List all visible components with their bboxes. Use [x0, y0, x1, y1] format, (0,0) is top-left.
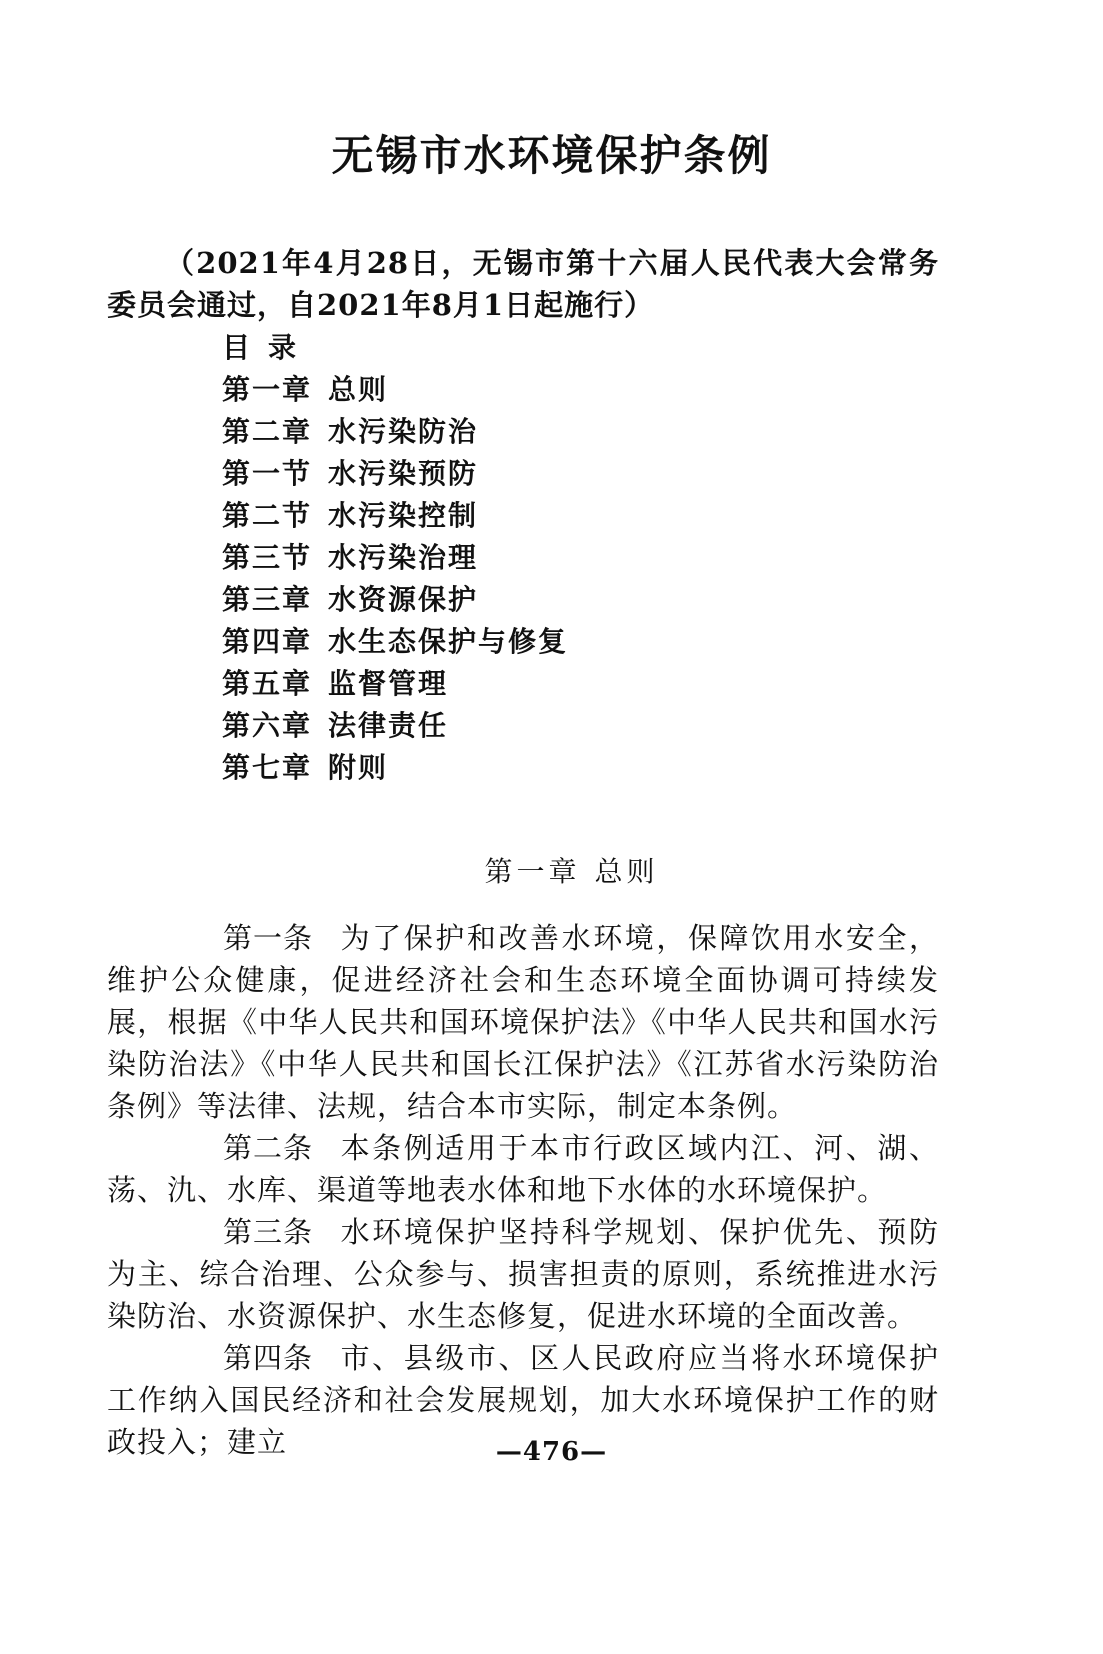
toc-item-label: 水生态保护与修复	[328, 625, 569, 658]
toc-item-label: 附则	[328, 751, 389, 784]
toc-item-number: 第一节	[222, 457, 313, 490]
toc-item-number: 第四章	[222, 625, 313, 658]
article	[107, 917, 939, 1127]
chapter-heading	[0, 851, 1103, 893]
toc-item	[222, 663, 568, 705]
article-number: 第一条	[223, 921, 314, 955]
toc-item-label: 水污染治理	[328, 541, 479, 574]
toc-item	[222, 495, 568, 537]
toc-heading: 目录	[222, 331, 315, 364]
toc-item-number: 第三章	[222, 583, 313, 616]
table-of-contents	[222, 327, 568, 789]
adoption-note: （2021年4月28日，无锡市第十六届人民代表大会常务委员会通过，自2021年8月1日起施行）	[107, 246, 939, 322]
toc-item-number: 第六章	[222, 709, 313, 742]
article-number: 第四条	[223, 1341, 314, 1375]
toc-item	[222, 411, 568, 453]
toc-item-number: 第一章	[222, 373, 313, 406]
toc-item-number: 第七章	[222, 751, 313, 784]
toc-item	[222, 621, 568, 663]
toc-item	[222, 747, 568, 789]
toc-item	[222, 369, 568, 411]
toc-item	[222, 537, 568, 579]
page-number: —476—	[495, 1437, 608, 1467]
article-text: 为了保护和改善水环境，保障饮用水安全，维护公众健康，促进经济社会和生态环境全面协调可持续发展，根据《中华人民共和国环境保护法》《中华人民共和国水污染防治法》《中华人民共和国长江保护法》《江苏省水污染防治条例》等法律、法规，结合本市实际，制定本条例。	[107, 921, 939, 1123]
article-number: 第三条	[223, 1215, 314, 1249]
toc-item-label: 水污染防治	[328, 415, 479, 448]
toc-item-number: 第二节	[222, 499, 313, 532]
toc-item-label: 水污染控制	[328, 499, 479, 532]
toc-item	[222, 705, 568, 747]
toc-item-label: 水污染预防	[328, 457, 479, 490]
toc-item-label: 监督管理	[328, 667, 449, 700]
chapter-label: 总则	[594, 855, 659, 888]
toc-item	[222, 453, 568, 495]
toc-item-label: 总则	[328, 373, 389, 406]
toc-item-number: 第五章	[222, 667, 313, 700]
toc-item-label: 水资源保护	[328, 583, 479, 616]
document-title: 无锡市水环境保护条例	[331, 131, 772, 180]
toc-item-number: 第二章	[222, 415, 313, 448]
article-text: 水环境保护坚持科学规划、保护优先、预防为主、综合治理、公众参与、损害担责的原则，系统推进水污染防治、水资源保护、水生态修复，促进水环境的全面改善。	[107, 1215, 939, 1333]
toc-item	[222, 579, 568, 621]
toc-item-label: 法律责任	[328, 709, 449, 742]
article-text: 本条例适用于本市行政区域内江、河、湖、荡、氿、水库、渠道等地表水体和地下水体的水环境保护。	[107, 1131, 939, 1207]
toc-item-number: 第三节	[222, 541, 313, 574]
article-text: 市、县级市、区人民政府应当将水环境保护工作纳入国民经济和社会发展规划，加大水环境保护工作的财政投入；建立	[107, 1341, 939, 1459]
article	[107, 1127, 939, 1211]
article	[107, 1211, 939, 1337]
article-number: 第二条	[223, 1131, 314, 1165]
chapter-number: 第一章	[484, 855, 581, 888]
